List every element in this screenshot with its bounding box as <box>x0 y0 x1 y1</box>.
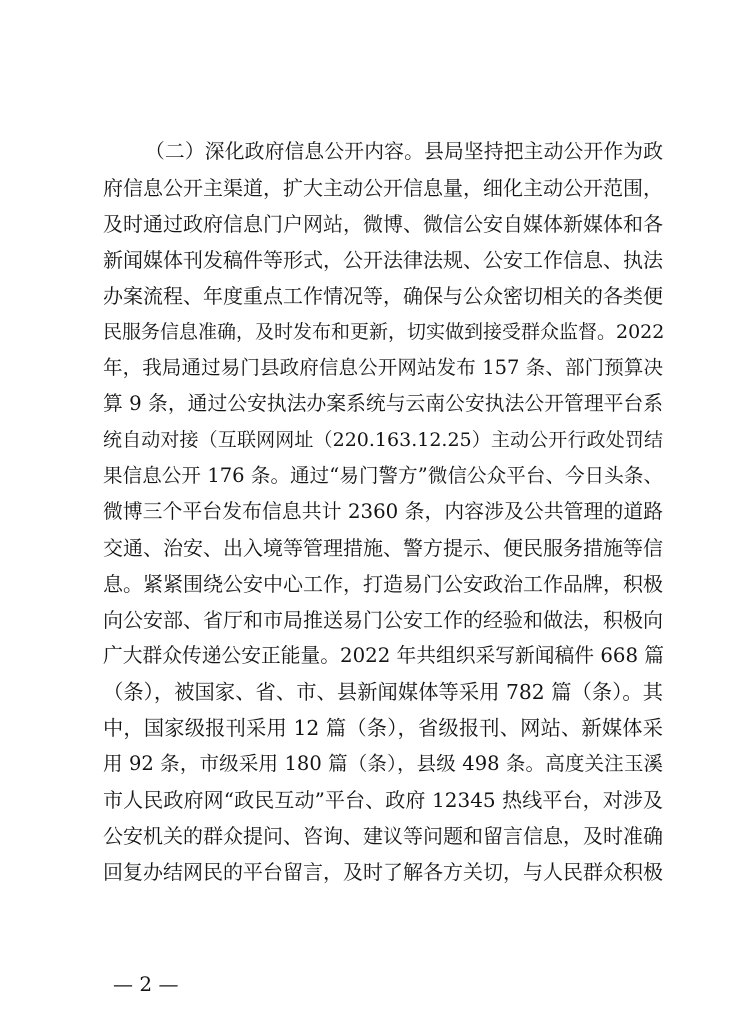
text-line: 果信息公开 176 条。通过“易门警方”微信公众平台、今日头条、 <box>103 464 663 487</box>
text-line: 算 9 条，通过公安执法办案系统与云南公安执法公开管理平台系 <box>103 392 663 415</box>
text-line: 公安机关的群众提问、咨询、建议等问题和留言信息，及时准确 <box>103 824 663 848</box>
text-line: 年，我局通过易门县政府信息公开网站发布 157 条、部门预算决 <box>103 356 663 379</box>
text-line: 市人民政府网“政民互动”平台、政府 12345 热线平台，对涉及 <box>103 788 663 812</box>
text-line: 广大群众传递公安正能量。2022 年共组织采写新闻稿件 668 篇 <box>103 644 665 667</box>
text-line: （条），被国家、省、市、县新闻媒体等采用 782 篇（条）。其 <box>103 680 663 704</box>
text-line: 府信息公开主渠道，扩大主动公开信息量，细化主动公开范围， <box>103 176 663 200</box>
text-line: （二）深化政府信息公开内容。县局坚持把主动公开作为政 <box>145 140 663 163</box>
text-line: 及时通过政府信息门户网站，微博、微信公安自媒体新媒体和各 <box>103 212 663 236</box>
text-line: 统自动对接（互联网网址（220.163.12.25）主动公开行政处罚结 <box>103 429 663 451</box>
text-line: 新闻媒体刊发稿件等形式，公开法律法规、公安工作信息、执法 <box>103 248 663 272</box>
text-line: 中，国家级报刊采用 12 篇（条），省级报刊、网站、新媒体采 <box>103 716 663 740</box>
text-line: 微博三个平台发布信息共计 2360 条，内容涉及公共管理的道路 <box>103 500 663 523</box>
text-line: 向公安部、省厅和市局推送易门公安工作的经验和做法，积极向 <box>103 608 663 632</box>
text-line: 交通、治安、出入境等管理措施、警方提示、便民服务措施等信 <box>103 536 663 560</box>
text-line: 用 92 条，市级采用 180 篇（条），县级 498 条。高度关注玉溪 <box>103 752 663 775</box>
text-line: 息。紧紧围绕公安中心工作，打造易门公安政治工作品牌，积极 <box>103 572 663 596</box>
text-line: 民服务信息准确，及时发布和更新，切实做到接受群众监督。2022 <box>103 321 665 343</box>
text-line: 办案流程、年度重点工作情况等，确保与公众密切相关的各类便 <box>103 284 663 308</box>
body-paragraph <box>103 134 663 890</box>
page-number: — 2 — <box>113 972 179 996</box>
text-line: 回复办结网民的平台留言，及时了解各方关切，与人民群众积极 <box>103 860 663 884</box>
